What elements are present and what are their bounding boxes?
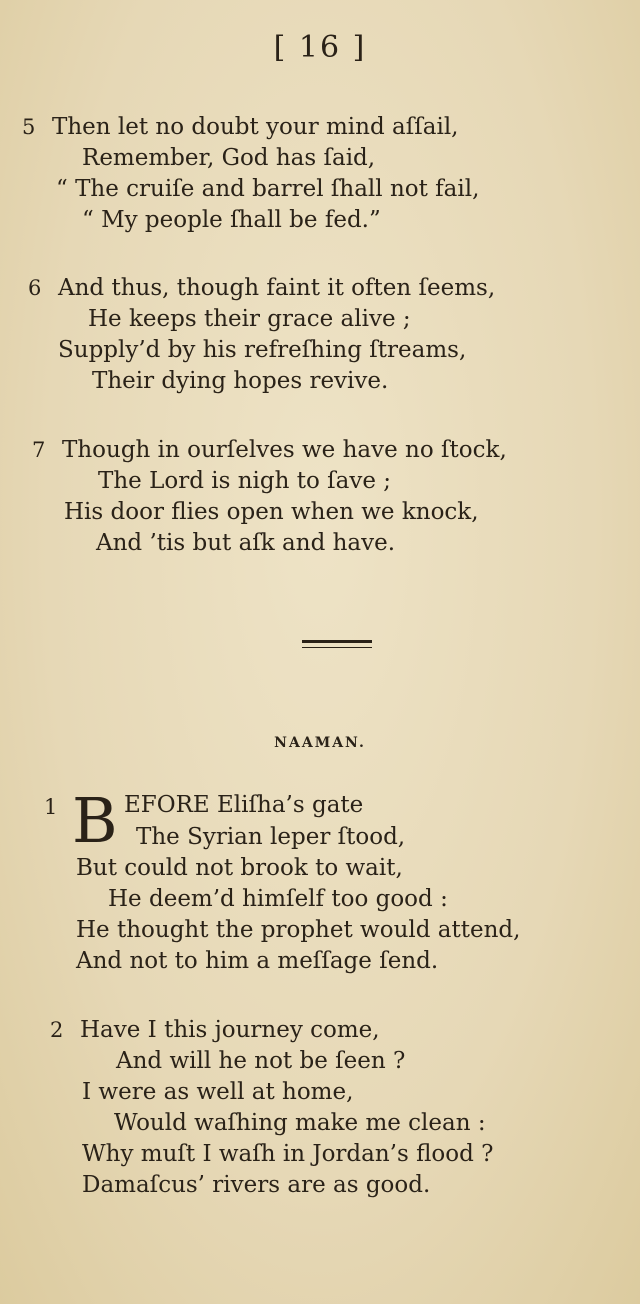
verse-line: Their dying hopes revive.	[92, 368, 389, 394]
verse-line: “ My people ſhall be fed.”	[82, 207, 381, 233]
verse-line: The Lord is nigh to ſave ;	[98, 468, 392, 494]
verse-number: 6	[28, 276, 42, 300]
verse-line: Why muſt I waſh in Jordan’s flood ?	[82, 1141, 494, 1167]
verse-line: And not to him a meſſage ſend.	[76, 948, 439, 974]
verse-line: Would waſhing make me clean :	[114, 1110, 486, 1136]
verse-line: I were as well at home,	[82, 1079, 354, 1105]
verse-line: Supply’d by his refreſhing ſtreams,	[58, 337, 467, 363]
verse-line: He thought the prophet would attend,	[76, 917, 521, 943]
verse-line: His door flies open when we knock,	[64, 499, 479, 525]
verse-line: The Syrian leper ſtood,	[136, 824, 406, 850]
verse-line: EFORE Eliſha’s gate	[124, 792, 364, 818]
verse-number: 5	[22, 115, 36, 139]
verse-line: Though in ourſelves we have no ſtock,	[62, 437, 507, 463]
hymn-title: NAAMAN.	[274, 735, 366, 751]
verse-line: “ The cruiſe and barrel ſhall not fail,	[56, 176, 480, 202]
verse-line: Remember, God has ſaid,	[82, 145, 376, 171]
verse-line: And ’tis but aſk and have.	[96, 530, 396, 556]
drop-cap: B	[72, 784, 118, 857]
verse-number: 7	[32, 438, 46, 462]
verse-line: And will he not be ſeen ?	[116, 1048, 406, 1074]
verse-number: 1	[44, 795, 58, 819]
verse-line: Then let no doubt your mind aſſail,	[52, 114, 459, 140]
verse-line: And thus, though faint it often ſeems,	[58, 275, 496, 301]
verse-line: He keeps their grace alive ;	[88, 306, 411, 332]
verse-line: Have I this journey come,	[80, 1017, 380, 1043]
verse-line: Damaſcus’ rivers are as good.	[82, 1172, 431, 1198]
divider-rule-thick	[302, 640, 372, 643]
verse-number: 2	[50, 1018, 64, 1042]
page-number: [ 16 ]	[273, 30, 367, 65]
verse-line: But could not brook to wait,	[76, 855, 403, 881]
verse-line: He deem’d himſelf too good :	[108, 886, 448, 912]
divider-rule-thin	[302, 647, 372, 648]
